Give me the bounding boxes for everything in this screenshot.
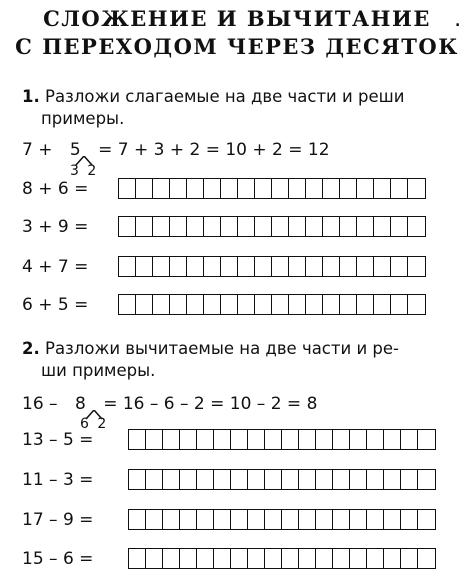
answer-cell[interactable]: [255, 257, 272, 276]
answer-cell[interactable]: [289, 217, 306, 236]
answer-cell[interactable]: [289, 257, 306, 276]
task-2-example-parts: 6 2: [80, 416, 109, 432]
answer-cell[interactable]: [248, 510, 265, 529]
answer-cell[interactable]: [204, 179, 221, 198]
answer-cell[interactable]: [299, 470, 316, 489]
task-2-text-line-1: Разложи вычитаемые на две части и ре-: [45, 339, 400, 358]
answer-cell[interactable]: [374, 179, 391, 198]
answer-cell[interactable]: [204, 295, 221, 314]
answer-cell[interactable]: [340, 217, 357, 236]
task1-exercise-row: [22, 215, 462, 239]
answer-cell[interactable]: [333, 430, 350, 449]
answer-cell[interactable]: [306, 295, 323, 314]
answer-cell[interactable]: [136, 217, 153, 236]
answer-cell[interactable]: [323, 257, 340, 276]
answer-cell[interactable]: [391, 217, 408, 236]
answer-cell[interactable]: [272, 217, 289, 236]
answer-cell[interactable]: [316, 549, 333, 568]
answer-cell[interactable]: [214, 510, 231, 529]
answer-cell[interactable]: [391, 257, 408, 276]
answer-cell[interactable]: [323, 295, 340, 314]
answer-cell[interactable]: [238, 179, 255, 198]
answer-cell[interactable]: [214, 470, 231, 489]
answer-cell[interactable]: [306, 179, 323, 198]
answer-cell[interactable]: [384, 510, 401, 529]
exercise-expression: 13 – 5 =: [22, 430, 94, 450]
answer-cell[interactable]: [231, 510, 248, 529]
answer-cell[interactable]: [408, 179, 425, 198]
task1-exercise-row: [22, 177, 462, 201]
answer-cell[interactable]: [418, 430, 435, 449]
answer-cell[interactable]: [272, 257, 289, 276]
answer-cell[interactable]: [265, 549, 282, 568]
answer-cell-grid: [128, 548, 436, 569]
answer-cell[interactable]: [316, 510, 333, 529]
answer-cell[interactable]: [391, 179, 408, 198]
answer-cell[interactable]: [367, 510, 384, 529]
answer-cell[interactable]: [255, 295, 272, 314]
answer-cell[interactable]: [367, 549, 384, 568]
answer-cell[interactable]: [408, 217, 425, 236]
exercise-expression: 4 + 7 =: [22, 257, 89, 277]
answer-cell[interactable]: [282, 430, 299, 449]
answer-cell[interactable]: [129, 549, 146, 568]
answer-cell[interactable]: [418, 470, 435, 489]
answer-cell[interactable]: [170, 257, 187, 276]
answer-cell[interactable]: [204, 217, 221, 236]
answer-cell[interactable]: [153, 295, 170, 314]
exercise-expression: 17 – 9 =: [22, 510, 94, 530]
task-1-number: 1.: [22, 87, 40, 106]
answer-cell[interactable]: [357, 217, 374, 236]
answer-cell[interactable]: [221, 295, 238, 314]
answer-cell[interactable]: [187, 257, 204, 276]
exercise-expression: 11 – 3 =: [22, 470, 94, 490]
task-1-text-line-1: Разложи слагаемые на две части и реши: [45, 87, 405, 106]
answer-cell[interactable]: [129, 430, 146, 449]
answer-cell[interactable]: [323, 179, 340, 198]
answer-cell[interactable]: [340, 295, 357, 314]
answer-cell[interactable]: [238, 295, 255, 314]
answer-cell-grid: [118, 178, 426, 199]
answer-cell[interactable]: [357, 179, 374, 198]
answer-cell[interactable]: [204, 257, 221, 276]
answer-cell[interactable]: [367, 430, 384, 449]
answer-cell[interactable]: [197, 549, 214, 568]
task-2-instructions: [22, 338, 399, 382]
answer-cell[interactable]: [384, 549, 401, 568]
answer-cell[interactable]: [333, 510, 350, 529]
task-1-example: [22, 140, 330, 160]
answer-cell[interactable]: [221, 217, 238, 236]
answer-cell[interactable]: [197, 510, 214, 529]
answer-cell[interactable]: [350, 430, 367, 449]
answer-cell[interactable]: [153, 179, 170, 198]
answer-cell[interactable]: [333, 470, 350, 489]
exercise-expression: 15 – 6 =: [22, 549, 94, 569]
answer-cell[interactable]: [119, 295, 136, 314]
answer-cell[interactable]: [231, 549, 248, 568]
answer-cell[interactable]: [306, 217, 323, 236]
answer-cell[interactable]: [401, 549, 418, 568]
answer-cell[interactable]: [408, 295, 425, 314]
answer-cell[interactable]: [163, 510, 180, 529]
answer-cell[interactable]: [163, 549, 180, 568]
answer-cell[interactable]: [214, 549, 231, 568]
answer-cell-grid: [118, 216, 426, 237]
answer-cell[interactable]: [221, 179, 238, 198]
task2-exercise-row: [22, 547, 462, 571]
answer-cell[interactable]: [180, 470, 197, 489]
answer-cell[interactable]: [248, 549, 265, 568]
answer-cell[interactable]: [418, 510, 435, 529]
answer-cell[interactable]: [248, 470, 265, 489]
answer-cell[interactable]: [136, 295, 153, 314]
answer-cell[interactable]: [153, 257, 170, 276]
answer-cell-grid: [128, 429, 436, 450]
answer-cell[interactable]: [272, 295, 289, 314]
task-2-text-line-2: ши примеры.: [41, 361, 156, 380]
answer-cell[interactable]: [282, 549, 299, 568]
worksheet-title-line-2: С ПЕРЕХОДОМ ЧЕРЕЗ ДЕСЯТОК: [15, 34, 459, 59]
answer-cell[interactable]: [197, 430, 214, 449]
task1-exercise-row: [22, 255, 462, 279]
answer-cell[interactable]: [187, 179, 204, 198]
answer-cell[interactable]: [357, 257, 374, 276]
answer-cell[interactable]: [265, 510, 282, 529]
answer-cell[interactable]: [384, 430, 401, 449]
answer-cell[interactable]: [248, 430, 265, 449]
answer-cell[interactable]: [374, 257, 391, 276]
answer-cell[interactable]: [265, 430, 282, 449]
title-mark: .: [455, 14, 461, 30]
answer-cell[interactable]: [401, 470, 418, 489]
answer-cell[interactable]: [119, 257, 136, 276]
answer-cell[interactable]: [180, 430, 197, 449]
answer-cell[interactable]: [187, 295, 204, 314]
answer-cell[interactable]: [238, 217, 255, 236]
task-2-number: 2.: [22, 339, 40, 358]
answer-cell[interactable]: [187, 217, 204, 236]
answer-cell[interactable]: [146, 510, 163, 529]
answer-cell[interactable]: [221, 257, 238, 276]
answer-cell[interactable]: [163, 430, 180, 449]
task-1-example-parts: 3 2: [70, 163, 99, 179]
answer-cell-grid: [128, 469, 436, 490]
answer-cell[interactable]: [231, 430, 248, 449]
answer-cell[interactable]: [129, 510, 146, 529]
answer-cell[interactable]: [197, 470, 214, 489]
answer-cell[interactable]: [367, 470, 384, 489]
answer-cell[interactable]: [170, 217, 187, 236]
answer-cell[interactable]: [170, 295, 187, 314]
task1-exercise-row: [22, 293, 462, 317]
task2-exercise-row: [22, 428, 462, 452]
answer-cell[interactable]: [119, 179, 136, 198]
answer-cell[interactable]: [146, 470, 163, 489]
answer-cell[interactable]: [316, 470, 333, 489]
task-2-example-split-number: 8: [74, 394, 86, 414]
task-1-example-split-number: 5: [69, 140, 81, 160]
answer-cell[interactable]: [350, 549, 367, 568]
answer-cell[interactable]: [146, 549, 163, 568]
answer-cell[interactable]: [401, 430, 418, 449]
answer-cell[interactable]: [238, 257, 255, 276]
answer-cell[interactable]: [146, 430, 163, 449]
answer-cell[interactable]: [214, 430, 231, 449]
answer-cell[interactable]: [316, 430, 333, 449]
answer-cell[interactable]: [170, 179, 187, 198]
task2-exercise-row: [22, 508, 462, 532]
answer-cell[interactable]: [282, 510, 299, 529]
answer-cell[interactable]: [340, 179, 357, 198]
answer-cell-grid: [118, 256, 426, 277]
answer-cell[interactable]: [180, 549, 197, 568]
answer-cell[interactable]: [153, 217, 170, 236]
answer-cell[interactable]: [282, 470, 299, 489]
task-2-example-left: 16 –: [22, 394, 58, 414]
task-2-example: [22, 394, 317, 414]
exercise-expression: 6 + 5 =: [22, 295, 89, 315]
answer-cell[interactable]: [408, 257, 425, 276]
answer-cell[interactable]: [255, 179, 272, 198]
answer-cell[interactable]: [129, 470, 146, 489]
exercise-expression: 3 + 9 =: [22, 217, 89, 237]
answer-cell[interactable]: [265, 470, 282, 489]
exercise-expression: 8 + 6 =: [22, 179, 89, 199]
answer-cell[interactable]: [340, 257, 357, 276]
answer-cell[interactable]: [136, 179, 153, 198]
answer-cell[interactable]: [289, 295, 306, 314]
answer-cell[interactable]: [374, 295, 391, 314]
answer-cell[interactable]: [299, 510, 316, 529]
answer-cell[interactable]: [401, 510, 418, 529]
task-1-example-right: = 7 + 3 + 2 = 10 + 2 = 12: [98, 140, 330, 160]
task2-exercise-row: [22, 468, 462, 492]
answer-cell[interactable]: [323, 217, 340, 236]
answer-cell[interactable]: [350, 510, 367, 529]
answer-cell[interactable]: [289, 179, 306, 198]
task-2-example-right: = 16 – 6 – 2 = 10 – 2 = 8: [103, 394, 318, 414]
answer-cell[interactable]: [384, 470, 401, 489]
answer-cell[interactable]: [180, 510, 197, 529]
task-1-instructions: [22, 86, 404, 130]
answer-cell[interactable]: [299, 430, 316, 449]
answer-cell[interactable]: [119, 217, 136, 236]
answer-cell[interactable]: [333, 549, 350, 568]
answer-cell[interactable]: [163, 470, 180, 489]
answer-cell[interactable]: [374, 217, 391, 236]
answer-cell-grid: [128, 509, 436, 530]
answer-cell[interactable]: [272, 179, 289, 198]
answer-cell[interactable]: [306, 257, 323, 276]
task-1-text-line-2: примеры.: [41, 109, 125, 128]
worksheet-title-line-1: СЛОЖЕНИЕ И ВЫЧИТАНИЕ: [43, 6, 431, 31]
answer-cell[interactable]: [299, 549, 316, 568]
answer-cell[interactable]: [255, 217, 272, 236]
answer-cell-grid: [118, 294, 426, 315]
answer-cell[interactable]: [357, 295, 374, 314]
task-1-example-left: 7 +: [22, 140, 53, 160]
answer-cell[interactable]: [418, 549, 435, 568]
answer-cell[interactable]: [231, 470, 248, 489]
answer-cell[interactable]: [136, 257, 153, 276]
answer-cell[interactable]: [391, 295, 408, 314]
answer-cell[interactable]: [350, 470, 367, 489]
